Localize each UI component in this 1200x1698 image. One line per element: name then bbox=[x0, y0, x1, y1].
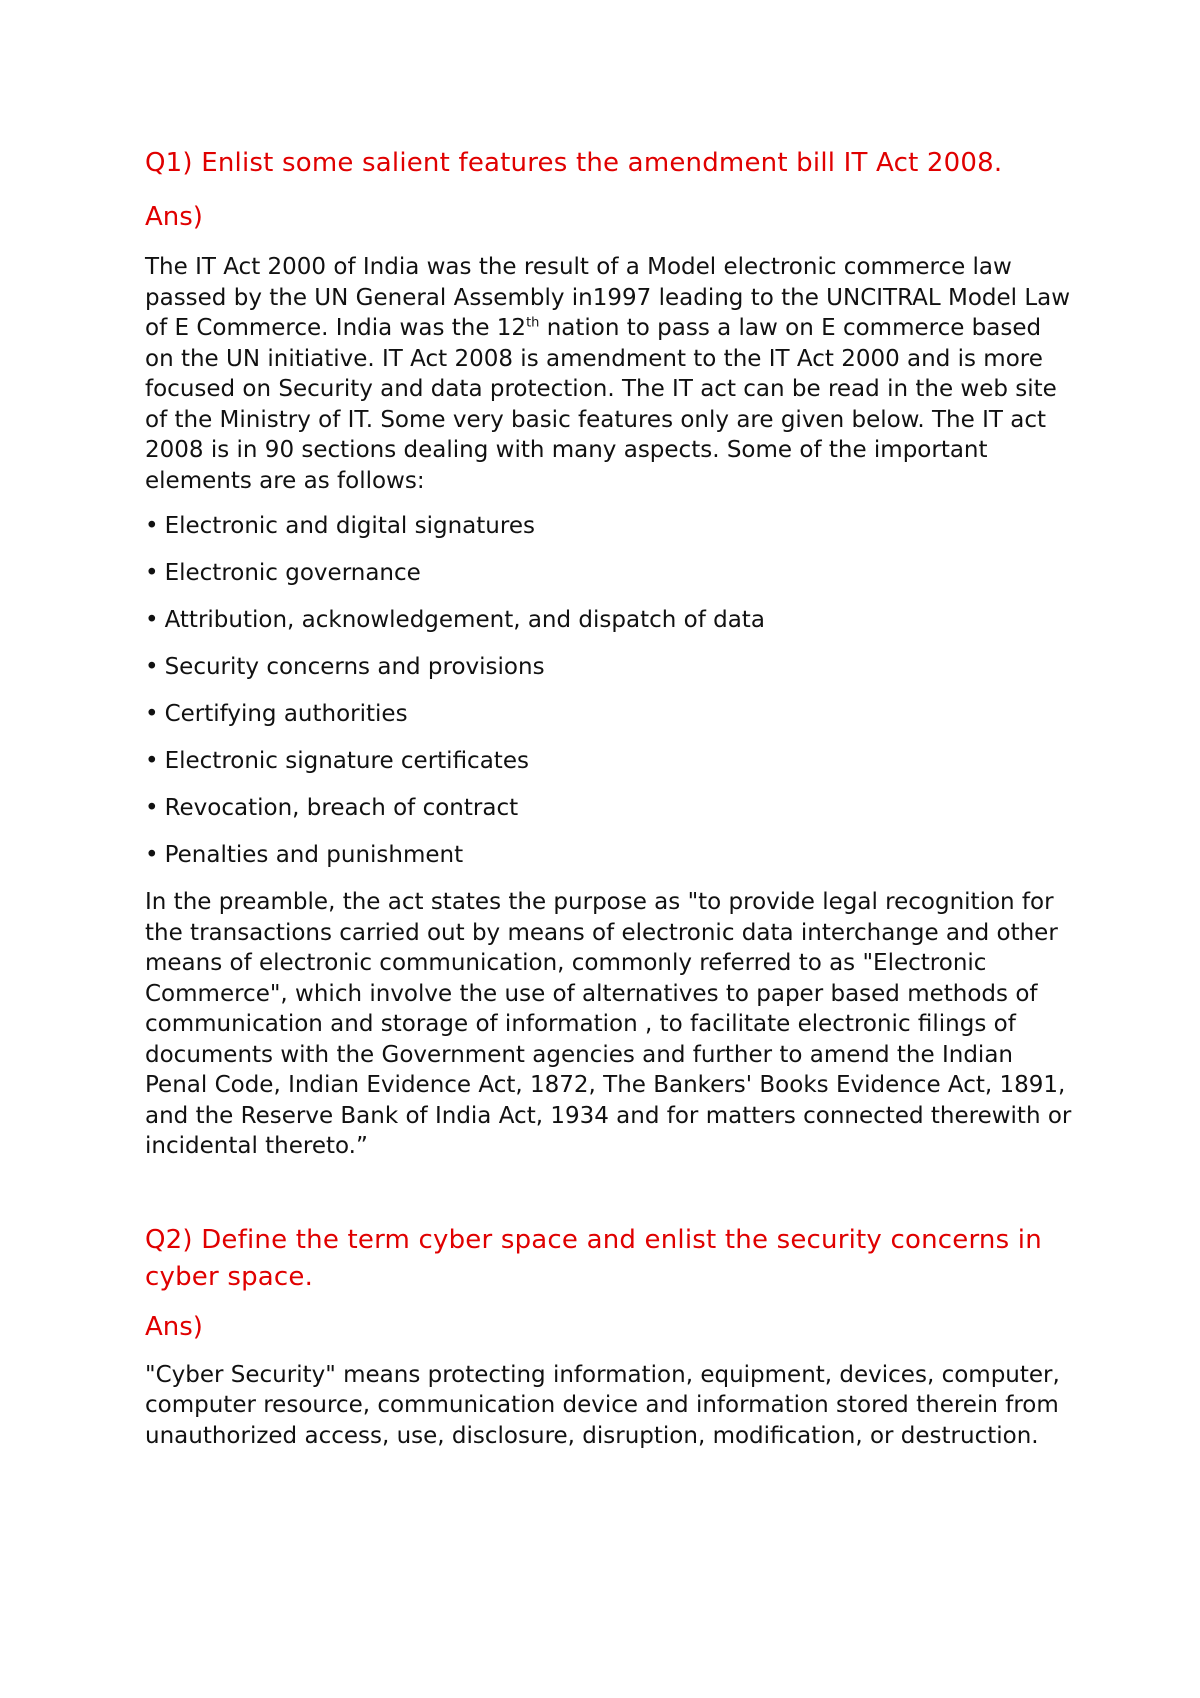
q1-intro-text-1: The IT Act 2000 of India was the result of a Model electronic commerce law passed by the UN General Assembly in1997 leading to the UNCITRAL Model Law of E Commerce. India was the 12 bbox=[145, 254, 1071, 341]
bullet-icon: • bbox=[145, 513, 159, 539]
bullet-icon: • bbox=[145, 748, 159, 774]
list-item-text: Security concerns and provisions bbox=[164, 654, 545, 680]
list-item bbox=[145, 511, 1075, 558]
list-item-text: Electronic and digital signatures bbox=[164, 513, 535, 539]
q2-answer-paragraph: "Cyber Security" means protecting information, equipment, devices, computer, computer resource, communication device and information stored therein from unauthorized access, use, disclosure, disruption, modification, or destruction. bbox=[145, 1361, 1060, 1449]
q2-question-heading: Q2) Define the term cyber space and enlist the security concerns in cyber space. bbox=[145, 1224, 1042, 1292]
list-item bbox=[145, 793, 1075, 840]
list-item-text: Electronic signature certificates bbox=[164, 748, 529, 774]
list-item-text: Penalties and punishment bbox=[164, 842, 464, 868]
bullet-icon: • bbox=[145, 607, 159, 633]
q1-ans-label: Ans) bbox=[145, 202, 203, 232]
list-item bbox=[145, 840, 1075, 875]
bullet-icon: • bbox=[145, 560, 159, 586]
list-item bbox=[145, 605, 1075, 652]
list-item-text: Electronic governance bbox=[164, 560, 421, 586]
list-item bbox=[145, 746, 1075, 793]
list-item-text: Attribution, acknowledgement, and dispatch of data bbox=[164, 607, 765, 633]
bullet-icon: • bbox=[145, 842, 159, 868]
list-item bbox=[145, 699, 1075, 746]
q1-feature-list bbox=[145, 511, 1075, 875]
document-page bbox=[145, 145, 1075, 1451]
q1-preamble-paragraph: In the preamble, the act states the purpose as "to provide legal recognition for the transactions carried out by means of electronic data interchange and other means of electronic communication, commonly referred to as "Electronic Commerce", which involve the use of alternatives to paper based methods of communication and storage of information , to facilitate electronic filings of documents with the Government agencies and further to amend the Indian Penal Code, Indian Evidence Act, 1872, The Bankers' Books Evidence Act, 1891, and the Reserve Bank of India Act, 1934 and for matters connected therewith or incidental thereto.” bbox=[145, 889, 1072, 1159]
q1-intro-paragraph bbox=[145, 252, 1075, 496]
q1-intro-superscript: th bbox=[526, 315, 540, 331]
list-item-text: Certifying authorities bbox=[164, 701, 408, 727]
bullet-icon: • bbox=[145, 701, 159, 727]
list-item-text: Revocation, breach of contract bbox=[164, 795, 519, 821]
list-item bbox=[145, 652, 1075, 699]
bullet-icon: • bbox=[145, 654, 159, 680]
bullet-icon: • bbox=[145, 795, 159, 821]
list-item bbox=[145, 558, 1075, 605]
q1-question-heading: Q1) Enlist some salient features the amendment bill IT Act 2008. bbox=[145, 148, 1003, 178]
q2-ans-label: Ans) bbox=[145, 1311, 203, 1342]
q1-intro-text-2: nation to pass a law on E commerce based on the UN initiative. IT Act 2008 is amendment to the IT Act 2000 and is more focused on Security and data protection. The IT act can be read in the web site of the Ministry of IT. Some very basic features only are given below. The IT act 2008 is in 90 sections dealing with many aspects. Some of the important elements are as follows: bbox=[145, 315, 1057, 494]
